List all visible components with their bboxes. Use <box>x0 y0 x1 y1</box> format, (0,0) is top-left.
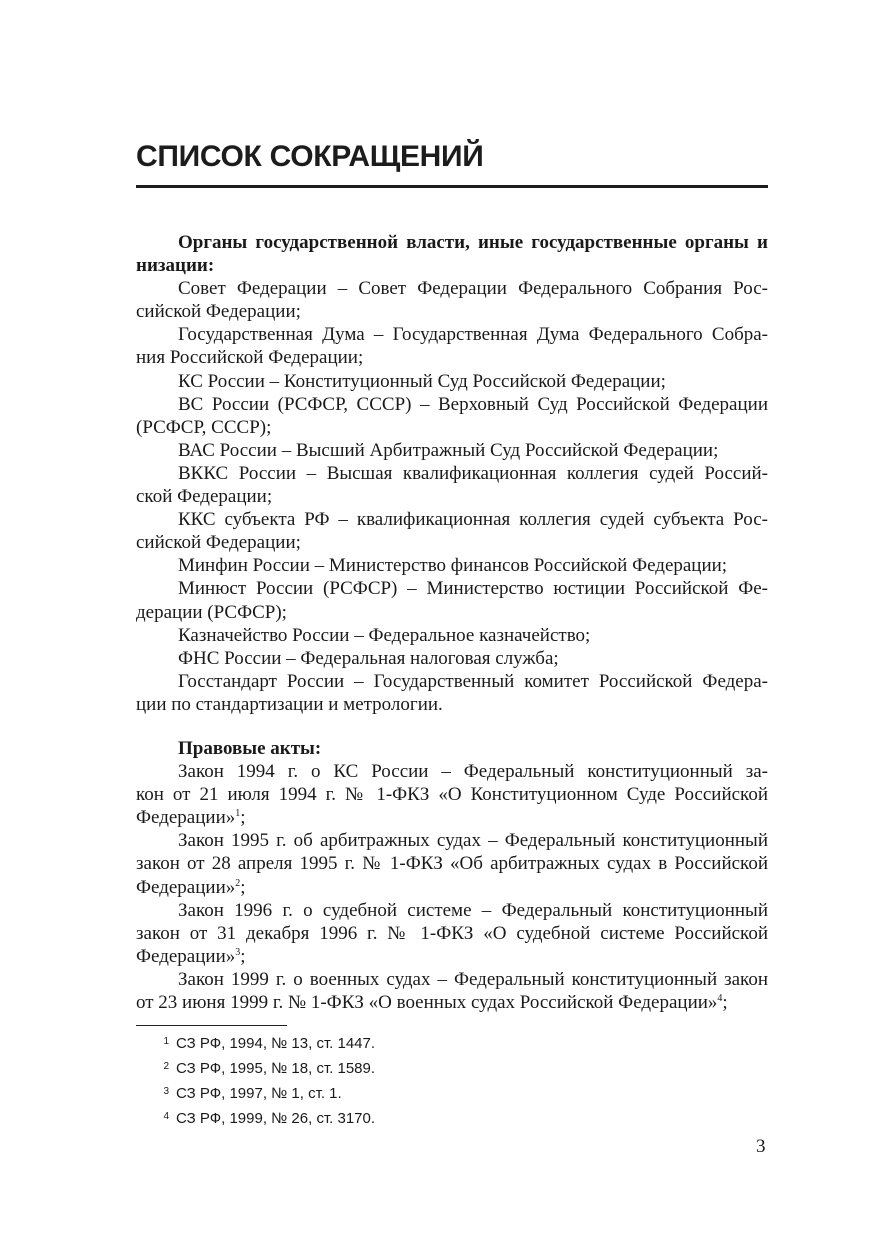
text-line: ции по стандартизации и метрологии. <box>136 693 443 715</box>
footnote-ref[interactable]: 4 <box>717 993 723 1004</box>
abbreviation-entry <box>136 829 768 898</box>
line-text-after: ; <box>240 807 246 829</box>
abbreviations-body <box>136 231 768 1014</box>
text-line: Минюст России (РСФСР) – Министерство юстиции Российской Фе- <box>178 578 768 600</box>
text-line: ВАС России – Высший Арбитражный Суд Российской Федерации; <box>178 439 719 461</box>
text-line: ККС субъекта РФ – квалификационная коллегия судей субъекта Рос- <box>178 509 768 531</box>
abbreviation-entry <box>136 760 768 829</box>
footnote <box>136 1030 375 1055</box>
text-line: (РСФСР, СССР); <box>136 416 272 438</box>
text-line <box>136 991 768 1014</box>
abbreviation-entry <box>136 554 768 577</box>
footnote-number: 2 <box>163 1061 169 1072</box>
footnote-text: СЗ РФ, 1994, № 13, ст. 1447. <box>176 1035 376 1052</box>
footnote-text: СЗ РФ, 1997, № 1, ст. 1. <box>176 1085 342 1102</box>
footnote <box>136 1055 375 1080</box>
text-line: Правовые акты: <box>178 737 322 759</box>
footnote-number: 4 <box>163 1111 169 1122</box>
text-line: сийской Федерации; <box>136 532 301 554</box>
text-line <box>136 806 768 829</box>
abbreviation-entry <box>136 624 768 647</box>
text-line: ВС России (РСФСР, СССР) – Верховный Суд Российской Федерации <box>178 393 768 415</box>
abbreviation-entry <box>136 370 768 393</box>
section-legal-acts <box>136 737 768 1014</box>
footnote-text: СЗ РФ, 1999, № 26, ст. 3170. <box>176 1110 376 1127</box>
abbreviation-entry <box>136 462 768 508</box>
section-heading <box>136 737 768 760</box>
footnote <box>136 1080 375 1105</box>
text-line: низации: <box>136 255 215 277</box>
abbreviation-entry <box>136 508 768 554</box>
footnote-divider <box>136 1025 287 1026</box>
footnote-text: СЗ РФ, 1995, № 18, ст. 1589. <box>176 1060 376 1077</box>
line-text: Федерации» <box>136 807 236 829</box>
text-line: закон от 28 апреля 1995 г. № 1-ФКЗ «Об арбитражных судах в Российской <box>136 853 768 875</box>
text-line: Казначейство России – Федеральное казначейство; <box>178 624 591 646</box>
abbreviation-entry <box>136 577 768 623</box>
section-heading <box>136 231 768 277</box>
text-line: кон от 21 июля 1994 г. № 1-ФКЗ «О Конституционном Суде Российской <box>136 784 768 806</box>
text-line: закон от 31 декабря 1996 г. № 1-ФКЗ «О судебной системе Российской <box>136 922 768 944</box>
abbreviation-entry <box>136 899 768 968</box>
text-line: ВККС России – Высшая квалификационная коллегия судей Россий- <box>178 462 768 484</box>
text-line: сийской Федерации; <box>136 301 301 323</box>
line-text: Федерации» <box>136 876 236 898</box>
page-title: СПИСОК СОКРАЩЕНИЙ <box>136 140 484 173</box>
text-line: Закон 1999 г. о военных судах – Федеральный конституционный закон <box>178 968 768 990</box>
text-line: Госстандарт России – Государственный комитет Российской Федера- <box>178 670 768 692</box>
abbreviation-entry <box>136 323 768 369</box>
line-text: Федерации» <box>136 945 236 967</box>
footnote-ref[interactable]: 1 <box>235 808 241 820</box>
text-line: Закон 1994 г. о КС России – Федеральный конституционный за- <box>178 761 768 783</box>
abbreviation-entry <box>136 439 768 462</box>
text-line: Совет Федерации – Совет Федерации Федерального Собрания Рос- <box>178 278 768 300</box>
line-text-after: ; <box>722 992 728 1013</box>
text-line: Минфин России – Министерство финансов Российской Федерации; <box>178 555 728 577</box>
text-line: Закон 1996 г. о судебной системе – Федеральный конституционный <box>178 899 768 921</box>
footnote <box>136 1105 375 1130</box>
text-line: КС России – Конституционный Суд Российской Федерации; <box>178 370 666 392</box>
text-line <box>136 876 768 899</box>
footnote-number: 1 <box>163 1036 169 1047</box>
title-divider <box>136 185 768 188</box>
text-line: Закон 1995 г. об арбитражных судах – Федеральный конституционный <box>178 830 768 852</box>
abbreviation-entry <box>136 277 768 323</box>
abbreviation-entry <box>136 670 768 716</box>
line-text: от 23 июня 1999 г. № 1-ФКЗ «О военных судах Российской Федерации» <box>136 992 718 1013</box>
text-line: дерации (РСФСР); <box>136 601 287 623</box>
abbreviation-entry <box>136 393 768 439</box>
text-line: ния Российской Федерации; <box>136 347 364 369</box>
footnotes <box>136 1030 375 1130</box>
line-text-after: ; <box>240 945 246 967</box>
text-line: ФНС России – Федеральная налоговая служба; <box>178 647 559 669</box>
abbreviation-entry <box>136 968 768 1014</box>
footnote-ref[interactable]: 3 <box>235 946 241 958</box>
abbreviation-entry <box>136 647 768 670</box>
footnote-number: 3 <box>163 1086 169 1097</box>
text-line: ской Федерации; <box>136 486 273 508</box>
line-text-after: ; <box>240 876 246 898</box>
page-number: 3 <box>756 1136 766 1157</box>
text-line: Органы государственной власти, иные государственные органы и <box>178 232 768 253</box>
text-line <box>136 945 768 968</box>
footnote-ref[interactable]: 2 <box>235 877 241 889</box>
text-line: Государственная Дума – Государственная Дума Федерального Собра- <box>178 324 768 346</box>
section-government-bodies <box>136 231 768 716</box>
